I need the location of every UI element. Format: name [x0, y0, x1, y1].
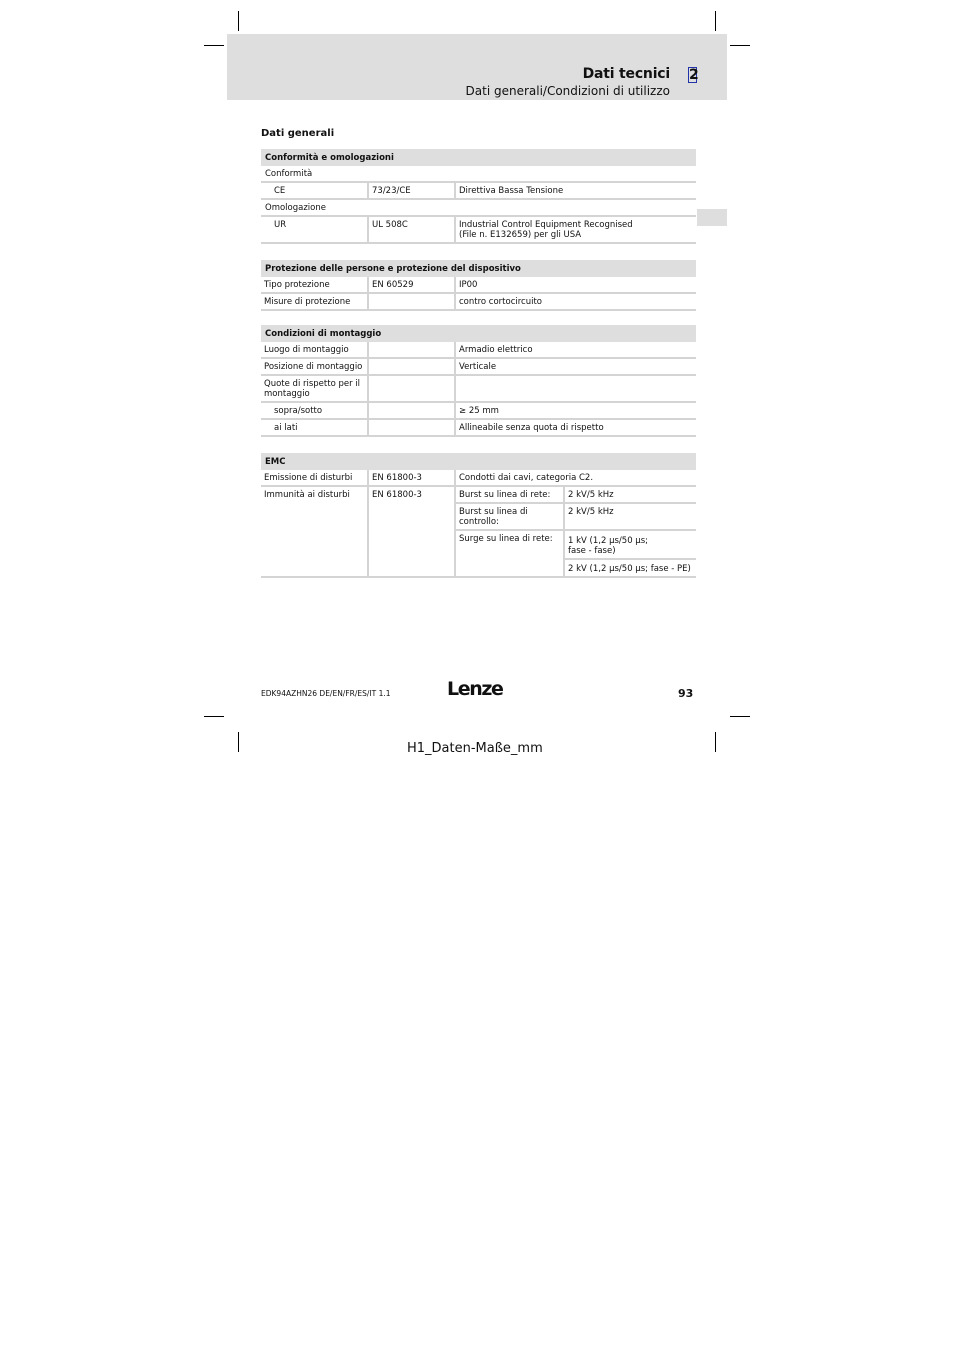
table-header: Conformità e omologazioni	[261, 149, 696, 166]
cell: 2 kV/5 kHz	[564, 503, 696, 530]
cell: IP00	[455, 277, 696, 293]
mounting-table	[261, 325, 696, 437]
cell: 2 kV/5 kHz	[564, 486, 696, 503]
table-row	[261, 402, 696, 419]
cell: Burst su linea di rete:	[455, 486, 564, 503]
section-heading: Dati generali	[261, 128, 335, 139]
document-id: EDK94AZHN26 DE/EN/FR/ES/IT 1.1	[261, 689, 391, 698]
group-label: Conformità	[261, 166, 696, 182]
crop-mark	[730, 716, 750, 717]
emc-table	[261, 453, 696, 578]
cell: Verticale	[455, 358, 696, 375]
crop-mark	[204, 716, 224, 717]
cell: EN 60529	[368, 277, 455, 293]
crop-mark	[715, 732, 716, 752]
cell: Armadio elettrico	[455, 342, 696, 358]
page-number: 93	[678, 687, 694, 700]
cell	[368, 402, 455, 419]
chapter-subtitle: Dati generali/Condizioni di utilizzo	[465, 84, 670, 98]
table-row	[261, 216, 696, 243]
cell: UR	[261, 216, 368, 243]
cell: Surge su linea di rete:	[455, 530, 564, 577]
cell: Burst su linea di controllo:	[455, 503, 564, 530]
table-row	[261, 342, 696, 358]
cell	[368, 419, 455, 436]
table-row	[261, 486, 696, 503]
cell: EN 61800-3	[368, 486, 455, 577]
cell-line: 1 kV (1,2 µs/50 µs;	[568, 536, 649, 546]
chapter-title: Dati tecnici	[582, 66, 670, 82]
cell: Emissione di disturbi	[261, 470, 368, 486]
conformity-table	[261, 149, 696, 244]
cell: Misure di protezione	[261, 293, 368, 310]
group-label: Omologazione	[261, 199, 696, 216]
cell-line: Industrial Control Equipment Recognised	[459, 220, 633, 230]
crop-mark	[238, 11, 239, 31]
table-row	[261, 293, 696, 310]
crop-mark	[715, 11, 716, 31]
cell	[368, 375, 455, 402]
cell	[455, 375, 696, 402]
cell	[455, 216, 696, 243]
chapter-number-link[interactable]: 2	[689, 67, 699, 83]
file-label: H1_Daten-Maße_mm	[407, 741, 543, 756]
cell	[368, 293, 455, 310]
cell-line: fase - fase)	[568, 546, 616, 556]
table-row	[261, 375, 696, 402]
table-header: EMC	[261, 453, 696, 470]
cell: EN 61800-3	[368, 470, 455, 486]
table-header: Protezione delle persone e protezione del dispositivo	[261, 260, 696, 277]
table-row	[261, 277, 696, 293]
table-row	[261, 470, 696, 486]
cell: Luogo di montaggio	[261, 342, 368, 358]
table-row	[261, 182, 696, 199]
cell: Condotti dai cavi, categoria C2.	[455, 470, 696, 486]
cell: CE	[261, 182, 368, 199]
table-header: Condizioni di montaggio	[261, 325, 696, 342]
table-row	[261, 358, 696, 375]
chapter-side-tab	[697, 209, 727, 226]
cell: sopra/sotto	[261, 402, 368, 419]
table-row	[261, 419, 696, 436]
cell: Direttiva Bassa Tensione	[455, 182, 696, 199]
cell: ≥ 25 mm	[455, 402, 696, 419]
protection-table	[261, 260, 696, 311]
cell: ai lati	[261, 419, 368, 436]
cell-line: (File n. E132659) per gli USA	[459, 230, 582, 240]
cell: Quote di rispetto per il montaggio	[261, 375, 368, 402]
cell	[368, 342, 455, 358]
cell: contro cortocircuito	[455, 293, 696, 310]
cell	[368, 358, 455, 375]
cell: Tipo protezione	[261, 277, 368, 293]
cell: Immunità ai disturbi	[261, 486, 368, 577]
cell: Allineabile senza quota di rispetto	[455, 419, 696, 436]
cell	[564, 530, 696, 559]
crop-mark	[730, 45, 750, 46]
lenze-logo: Lenze	[447, 678, 503, 700]
crop-mark	[238, 732, 239, 752]
cell: UL 508C	[368, 216, 455, 243]
cell: 73/23/CE	[368, 182, 455, 199]
crop-mark	[204, 45, 224, 46]
cell: Posizione di montaggio	[261, 358, 368, 375]
cell: 2 kV (1,2 µs/50 µs; fase - PE)	[564, 559, 696, 577]
